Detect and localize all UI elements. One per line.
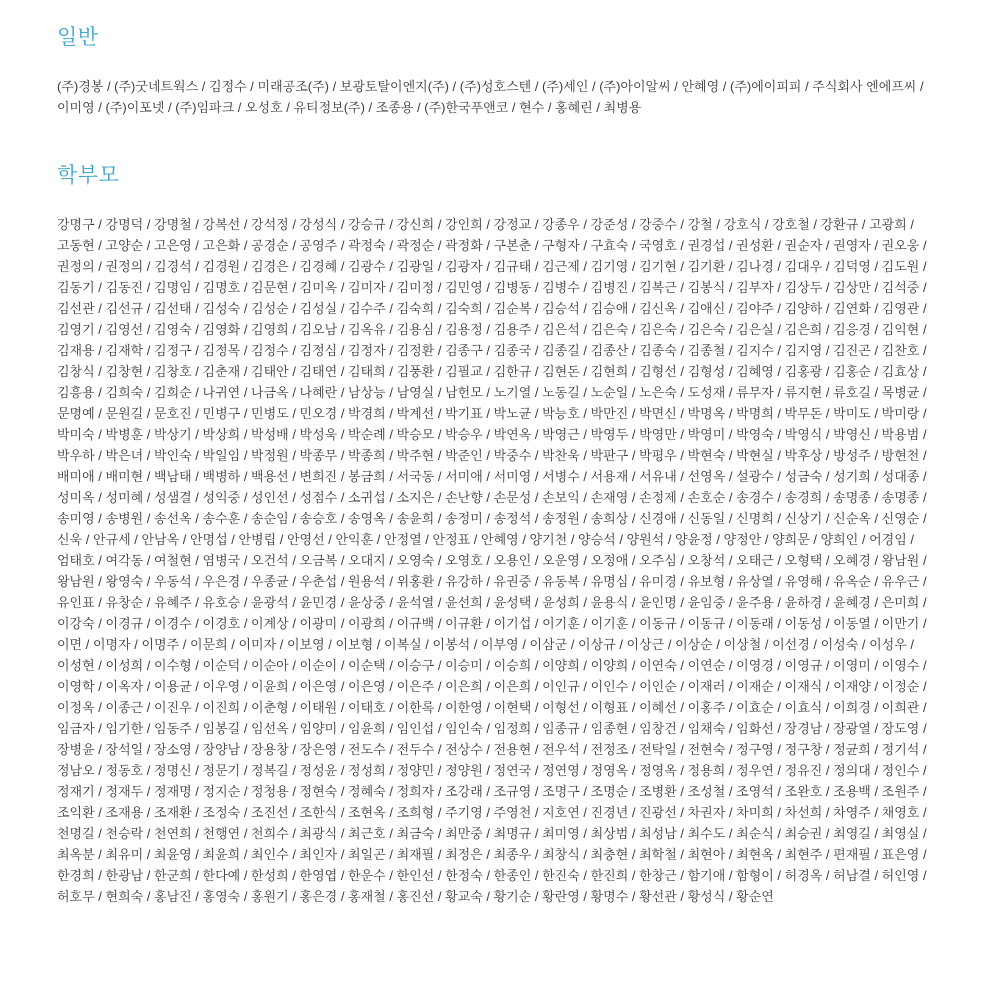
parents-names-list: 강명구 / 강명덕 / 강명철 / 강복선 / 강석정 / 강성식 / 강승규 / 강신희 / 강인희 / 강정교 / 강종우 / 강준성 / 강중수 / 강철 / 강호식 / 강호철 / 강환규 / 고광희 / 고동현 / 고양순 / 고은영 / 고은화 / 공경순 / 공영주 / 곽정숙 / 곽정순 / 곽정화 / 구본춘 / 구형자 / 구효숙 / 국영호 / 권경섭 / 권성환 / 권순자 / 권영자 / 권오웅 / 권정의 / 권정의 / 김경석 / 김경원 / 김경은 / 김경혜 / 김광수 / 김광일 / 김광자 / 김규태 / 김근제 / 김기영 / 김기현 / 김기환 / 김나경 / 김대우 / 김덕영 / 김도원 / 김동기 / 김동진 / 김명임 / 김명호 / 김문현 / 김미옥 / 김미자 / 김미정 / 김민영 / 김병동 / 김병수 / 김병진 / 김복근 / 김봉식 / 김부자 / 김상두 / 김상만 / 김석중 / 김선관 / 김선규 / 김선태 / 김성숙 / 김성순 / 김성실 / 김수주 / 김숙희 / 김숙희 / 김순복 / 김승석 / 김승애 / 김신옥 / 김애신 / 김야주 / 김양하 / 김연화 / 김영관 / 김영기 / 김영선 / 김영숙 / 김영화 / 김영희 / 김오남 / 김옥유 / 김용심 / 김용정 / 김용주 / 김은석 / 김은숙 / 김은숙 / 김은숙 / 김은실 / 김은희 / 김응경 / 김익현 / 김재용 / 김재학 / 김정구 / 김정목 / 김정수 / 김정심 / 김정자 / 김정환 / 김종구 / 김종국 / 김종길 / 김종산 / 김종숙 / 김종철 / 김지수 / 김지영 / 김진곤 / 김찬호 / 김창식 / 김창현 / 김창호 / 김춘재 / 김태안 / 김태연 / 김태희 / 김풍환 / 김필교 / 김한규 / 김현돈 / 김현희 / 김형선 / 김형성 / 김혜영 / 김홍광 / 김홍순 / 김효상 / 김흥용 / 김희숙 / 김희순 / 나귀연 / 나금옥 / 나혜란 / 남상능 / 남영실 / 남헌모 / 노기열 / 노동길 / 노순일 / 노은숙 / 도성재 / 류무자 / 류지현 / 류호길 / 목병균 / 문명예 / 문원길 / 문호진 / 민병구 / 민병도 / 민오경 / 박경희 / 박계선 / 박기표 / 박노균 / 박능호 / 박만진 / 박면신 / 박명옥 / 박명희 / 박무돈 / 박미도 / 박미랑 / 박미숙 / 박병훈 / 박상기 / 박상희 / 박성배 / 박성욱 / 박순례 / 박승모 / 박승우 / 박연옥 / 박영근 / 박영두 / 박영만 / 박영미 / 박영숙 / 박영식 / 박영신 / 박용범 / 박우하 / 박은녀 / 박인숙 / 박일임 / 박정원 / 박종무 / 박종희 / 박주현 / 박준인 / 박중수 / 박찬욱 / 박판구 / 박평우 / 박현숙 / 박현실 / 박후상 / 방성주 / 방현천 / 배미애 / 배미현 / 백남태 / 백병하 / 백용선 / 변희진 / 봉금희 / 서국동 / 서미애 / 서미영 / 서병수 / 서용재 / 서유내 / 선영옥 / 설광수 / 성금숙 / 성기희 / 성대종 / 성미옥 / 성미혜 / 성샘결 / 성익중 / 성인선 / 성점수 / 소귀섭 / 소지은 / 손난향 / 손문성 / 손보익 / 손재영 / 손정제 / 손호순 / 송경수 / 송경희 / 송명종 / 송명종 / 송미영 / 송병원 / 송선옥 / 송수훈 / 송순임 / 송승호 / 송영옥 / 송윤희 / 송정미 / 송정석 / 송정원 / 송희상 / 신경애 / 신동일 / 신명희 / 신상기 / 신순옥 / 신영순 / 신욱 / 안규세 / 안남옥 / 안명섭 / 안병립 / 안영선 / 안익훈 / 안정열 / 안정표 / 안혜영 / 양기천 / 양승석 / 양원석 / 양윤정 / 양정안 / 양희문 / 양희인 / 어경임 / 엄태호 / 여각동 / 여철현 / 염병국 / 오건석 / 오금복 / 오대지 / 오영숙 / 오영호 / 오용인 / 오운영 / 오정애 / 오주심 / 오창석 / 오태근 / 오형택 / 오혜경 / 왕남원 / 왕남원 / 왕영숙 / 우동석 / 우은경 / 우종균 / 우춘섭 / 원용석 / 위홍환 / 유강하 / 유권중 / 유동복 / 유명심 / 유미경 / 유보형 / 유상열 / 유영해 / 유옥순 / 유우근 / 유인표 / 유창순 / 유혜주 / 유호승 / 윤광석 / 윤민경 / 윤상중 / 윤석열 / 윤선희 / 윤성택 / 윤성희 / 윤용식 / 윤인명 / 윤임중 / 윤주용 / 윤하경 / 윤혜경 / 은미희 / 이강숙 / 이경규 / 이경수 / 이경호 / 이계상 / 이광미 / 이광희 / 이규백 / 이규환 / 이기섭 / 이기훈 / 이기훈 / 이동규 / 이동규 / 이동래 / 이동성 / 이동열 / 이만기 / 이면 / 이명자 / 이명주 / 이문희 / 이미자 / 이보영 / 이보형 / 이복실 / 이봉석 / 이부영 / 이삼군 / 이상규 / 이상근 / 이상순 / 이상철 / 이선경 / 이성숙 / 이성우 / 이성현 / 이성희 / 이수형 / 이순덕 / 이순아 / 이순이 / 이순택 / 이승구 / 이승미 / 이승희 / 이양희 / 이양희 / 이연숙 / 이연순 / 이영경 / 이영규 / 이영미 / 이영수 / 이영학 / 이옥자 / 이용균 / 이우영 / 이윤희 / 이은영 / 이은영 / 이은주 / 이은희 / 이은희 / 이인규 / 이인수 / 이인순 / 이재러 / 이재순 / 이재식 / 이재양 / 이정순 / 이정옥 / 이종근 / 이진우 / 이진희 / 이춘형 / 이태원 / 이태호 / 이한록 / 이한영 / 이현택 / 이형선 / 이형표 / 이혜선 / 이홍주 / 이효순 / 이효식 / 이희경 / 이희관 / 임금자 / 임기한 / 임동주 / 임봉길 / 임선옥 / 임양미 / 임윤희 / 임인섭 / 임인숙 / 임정희 / 임종규 / 임종현 / 임창건 / 임채숙 / 임화선 / 장경남 / 장광열 / 장도영 / 장병윤 / 장석일 / 장소영 / 장양남 / 장용창 / 장은영 / 전도수 / 전두수 / 전상수 / 전용현 / 전우석 / 전정조 / 전탁일 / 전현숙 / 정구영 / 정구창 / 정균희 / 정기석 / 정남오 / 정동호 / 정명신 / 정문기 / 정복길 / 정성윤 / 정성희 / 정양민 / 정양원 / 정연국 / 정연영 / 정영옥 / 정영옥 / 정용희 / 정우연 / 정유진 / 정의대 / 정인수 / 정재기 / 정재두 / 정재명 / 정지순 / 정청용 / 정현숙 / 정혜숙 / 정희자 / 조강래 / 조규영 / 조명구 / 조명순 / 조병환 / 조성철 / 조영석 / 조완호 / 조용백 / 조원주 / 조익환 / 조재용 / 조재환 / 조정숙 / 조진선 / 조한식 / 조현옥 / 조희형 / 주기영 / 주영천 / 지호연 / 진경년 / 진광선 / 차권자 / 차미희 / 차선희 / 차영주 / 채영호 / 천명길 / 천승락 / 천연희 / 천행연 / 천희수 / 최광식 / 최근호 / 최금숙 / 최만중 / 최명규 / 최미영 / 최상범 / 최성남 / 최수도 / 최순식 / 최승권 / 최영길 / 최영실 / 최옥분 / 최유미 / 최윤영 / 최윤희 / 최인수 / 최인자 / 최일곤 / 최재필 / 최정은 / 최종우 / 최창식 / 최충현 / 최학철 / 최현아 / 최현옥 / 최현주 / 편재필 / 표은영 / 한경희 / 한광남 / 한군희 / 한다예 / 한성희 / 한영엽 / 한운수 / 한인선 / 한정숙 / 한종인 / 한진숙 / 한진희 / 한창근 / 함기애 / 함형이 / 허경옥 / 허남결 / 허인영 / 허호무 / 현희숙 / 홍남진 / 홍영숙 / 홍원기 / 홍은경 / 홍재철 / 홍진선 / 황교숙 / 황기순 / 황란영 / 황명수 / 황선관 / 황성식 / 황순연 [57,217,927,905]
general-names-list: (주)경봉 / (주)굿네트웍스 / 김정수 / 미래공조(주) / 보광토탈이엔지(주) / (주)성호스텐 / (주)세인 / (주)아이알씨 / 안혜영 / (주)에이피피 / 주식회사 엔에프씨 / 이미영 / (주)이포넷 / (주)임파크 / 오성호 / 유티정보(주) / 조종용 / (주)한국푸앤코 / 현수 / 홍혜린 / 최병용 [57,79,924,116]
section-general [57,26,936,118]
section-parents [57,164,936,907]
section-general-title: 일반 [57,26,99,49]
section-parents-title: 학부모 [57,164,120,188]
